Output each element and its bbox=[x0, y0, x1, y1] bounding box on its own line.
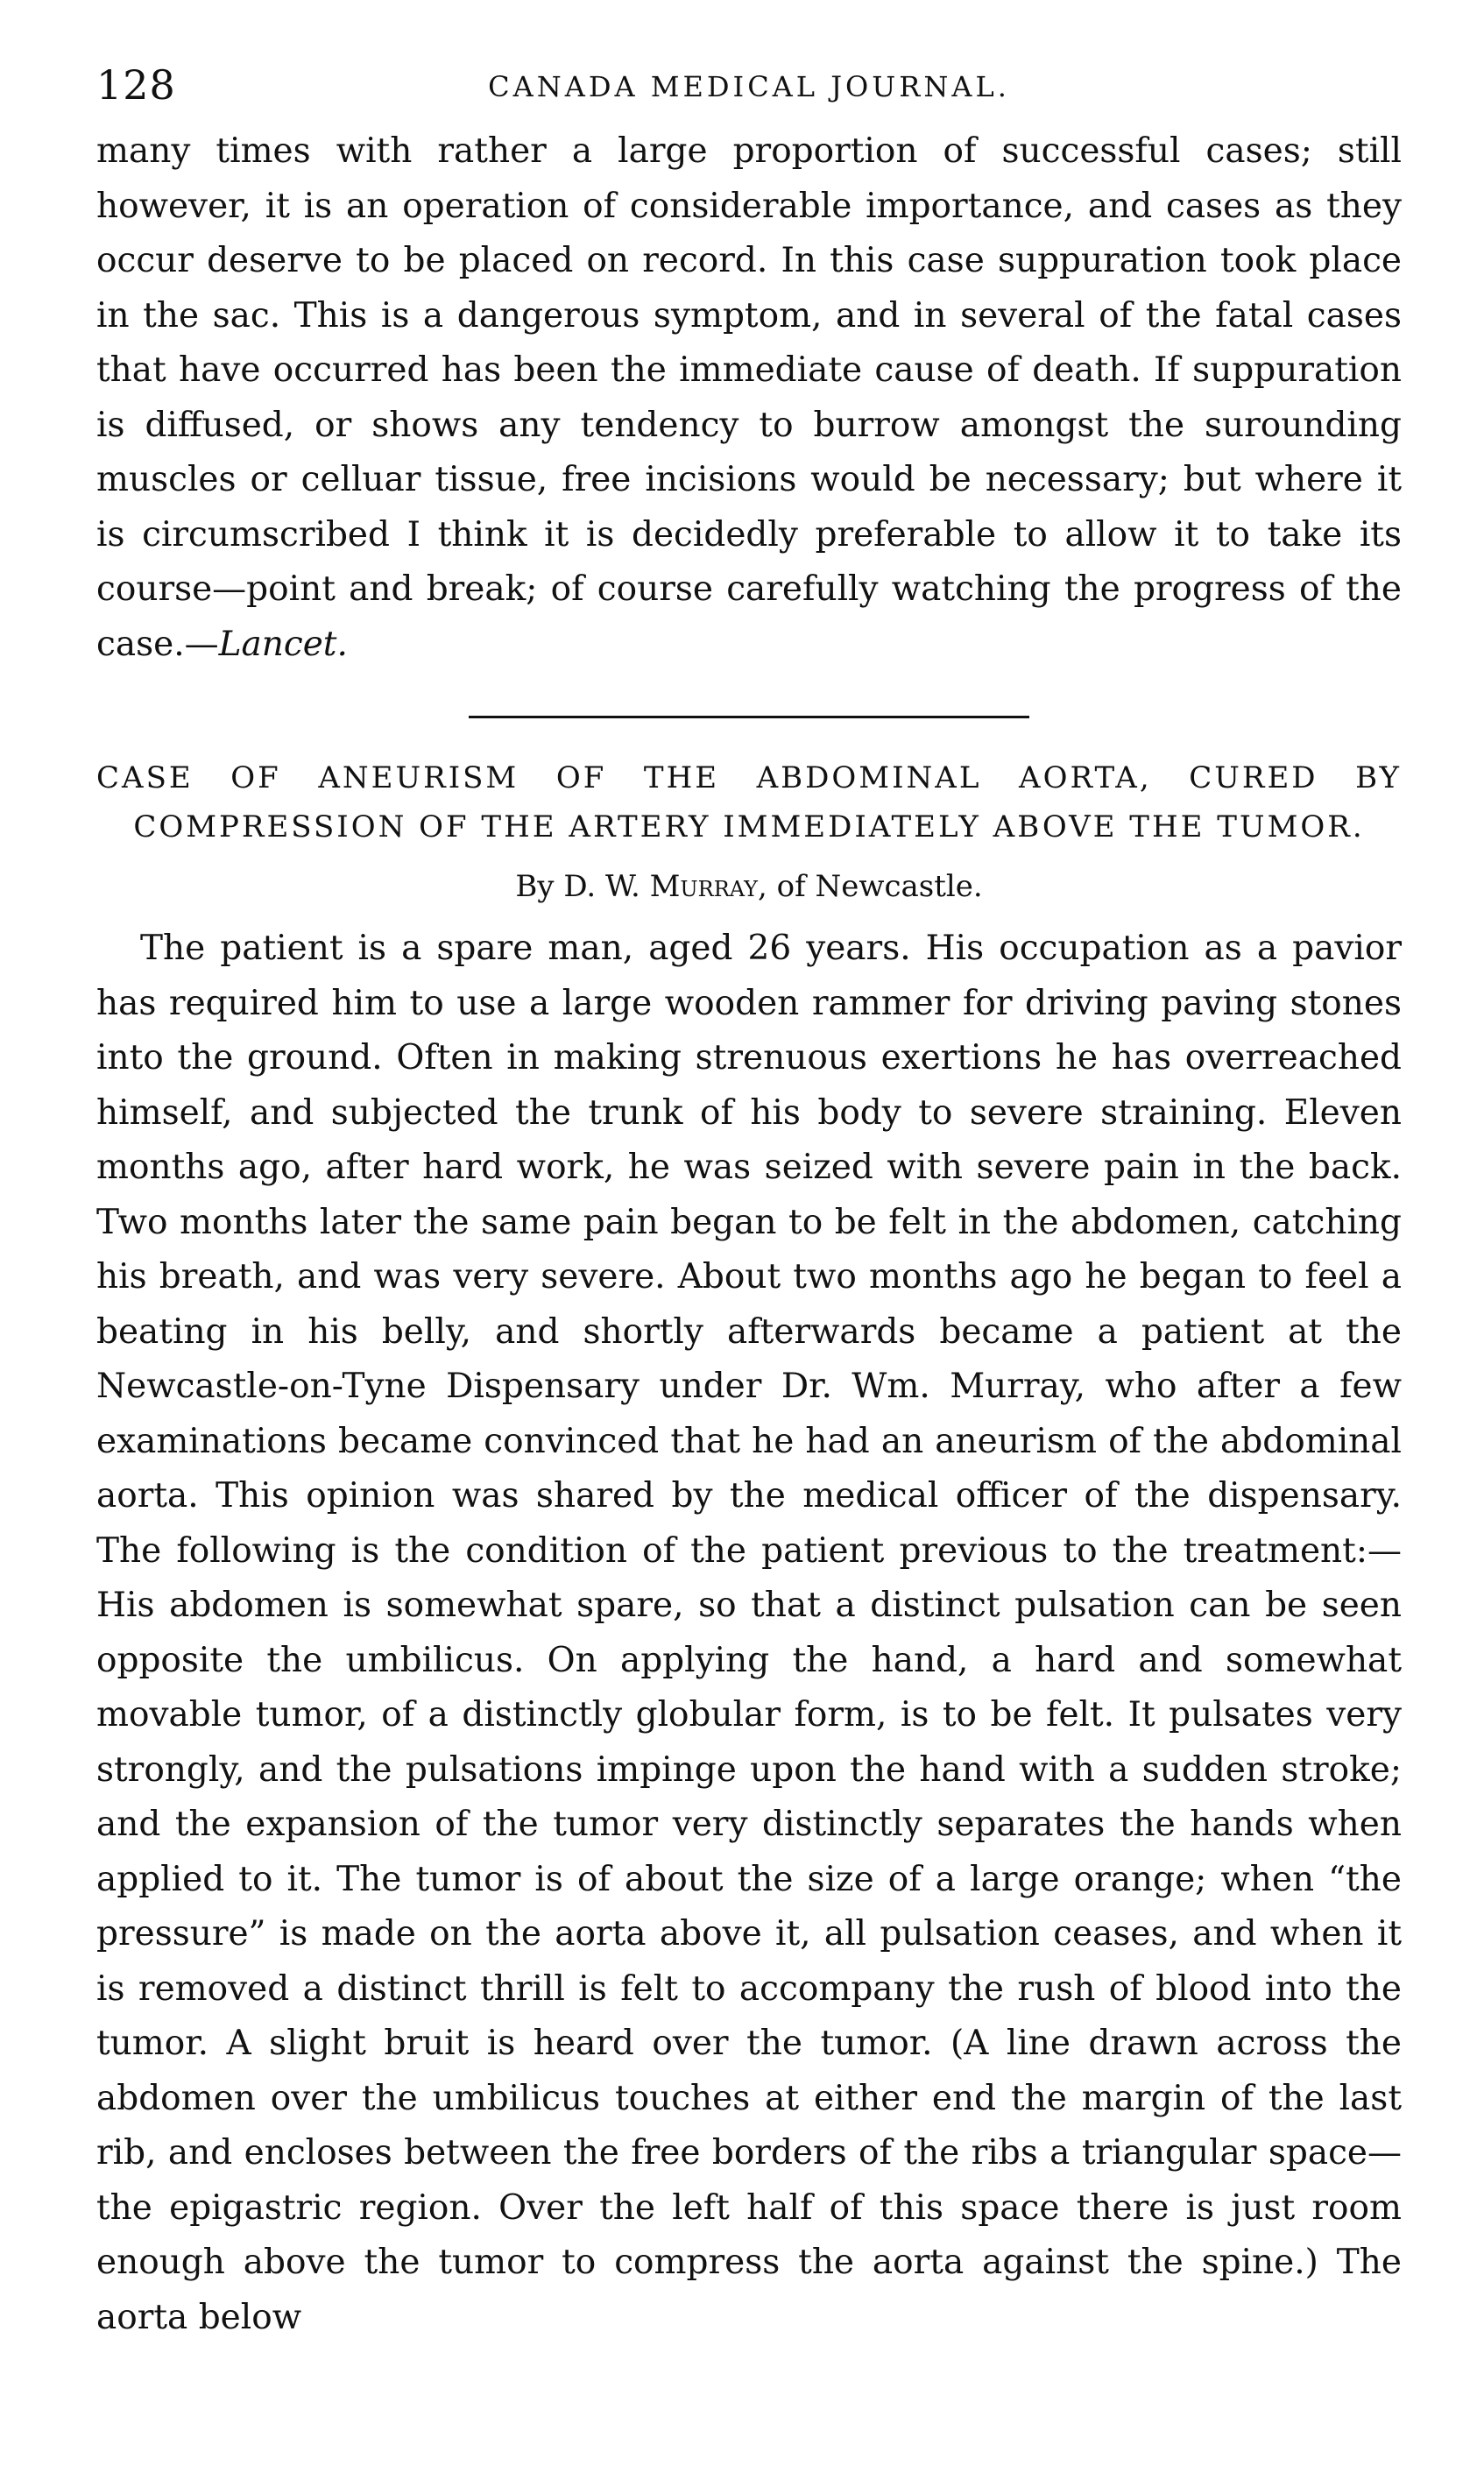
page-number: 128 bbox=[96, 61, 176, 109]
source-citation: Lancet. bbox=[218, 624, 348, 664]
byline bbox=[96, 860, 1402, 913]
article-body-paragraph: The patient is a spare man, aged 26 years. His occupation as a pavior has required him to use a large wooden rammer for driving paving stones into the ground. Often in making strenuous exertions he has overreached himself, and subjected the trunk of his body to severe straining. Eleven months ago, after hard work, he was seized with severe pain in the back. Two months later the same pain began to be felt in the abdomen, catching his breath, and was very severe. About two months ago he began to feel a beating in his belly, and shortly afterwards became a patient at the Newcastle-on-Tyne Dispensary under Dr. Wm. Murray, who after a few examinations became convinced that he had an aneurism of the abdominal aorta. This opinion was shared by the medical officer of the dispensary. The following is the condition of the patient previous to the treatment:—His abdomen is somewhat spare, so that a distinct pulsation can be seen opposite the umbilicus. On applying the hand, a hard and somewhat movable tumor, of a distinctly globular form, is to be felt. It pulsates very strongly, and the pulsations impinge upon the hand with a sudden stroke; and the expansion of the tumor very distinctly separates the hands when applied to it. The tumor is of about the size of a large orange; when “the pressure” is made on the aorta above it, all pulsation ceases, and when it is removed a distinct thrill is felt to accompany the rush of blood into the tumor. A slight bruit is heard over the tumor. (A line drawn across the abdomen over the umbilicus touches at either end the margin of the last rib, and encloses between the free borders of the ribs a triangular space—the epigastric region. Over the left half of this space there is just room enough above the tumor to compress the aorta against the spine.) The aorta below bbox=[96, 929, 1402, 2337]
document-page bbox=[96, 61, 1402, 2345]
continuation-paragraph bbox=[96, 124, 1402, 672]
byline-author: Murray bbox=[649, 869, 758, 904]
journal-title: CANADA MEDICAL JOURNAL. bbox=[488, 70, 1010, 103]
running-head bbox=[96, 61, 1402, 123]
article-title: CASE OF ANEURISM OF THE ABDOMINAL AORTA, CURED BY COMPRESSION OF THE ARTERY IMMEDIATELY ABOVE THE TUMOR. bbox=[96, 760, 1402, 844]
byline-suffix: , of Newcastle. bbox=[758, 869, 983, 904]
continuation-text: many times with rather a large proportion of successful cases; still however, it is an operation of considerable importance, and cases as they occur deserve to be placed on record. In this case suppuration took place in the sac. This is a dangerous symptom, and in several of the fatal cases that have occurred has been the immediate cause of death. If suppuration is diffused, or shows any tendency to burrow amongst the surounding muscles or celluar tissue, free incisions would be necessary; but where it is circumscribed I think it is decidedly preferable to allow it to take its course—point and break; of course carefully watching the progress of the case.— bbox=[96, 131, 1402, 664]
section-divider bbox=[469, 716, 1029, 718]
byline-prefix: By D. W. bbox=[515, 869, 650, 904]
